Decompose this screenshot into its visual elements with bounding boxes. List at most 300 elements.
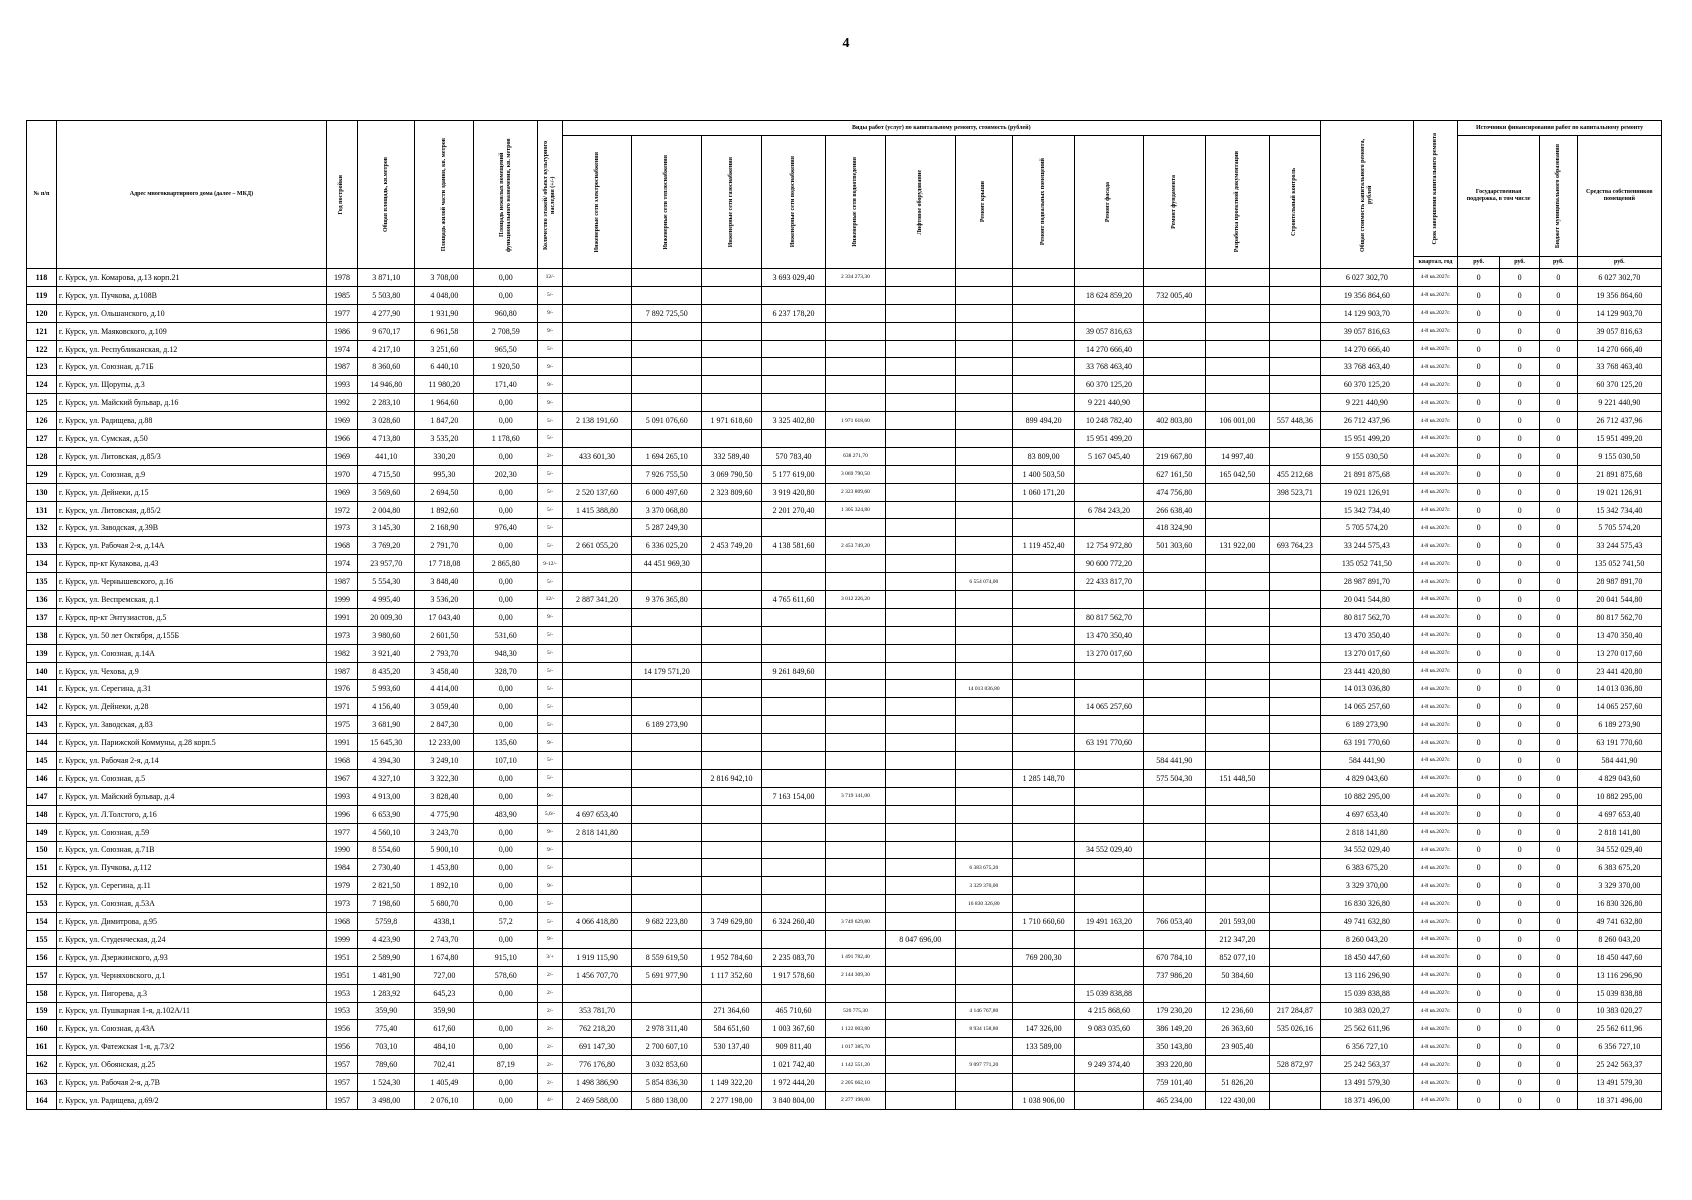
cell-total-area: 359,90 [357, 1002, 415, 1020]
cell-work-cost [826, 698, 886, 716]
cell-year: 1968 [326, 537, 357, 555]
cell-work-cost: 3 840 804,00 [761, 1091, 825, 1109]
cell-regional: 0 [1500, 430, 1540, 448]
cell-number: 126 [27, 412, 57, 430]
cell-floors: 9/- [538, 304, 562, 322]
cell-work-cost: 7 926 755,50 [632, 465, 702, 483]
cell-total-area: 3 921,40 [357, 644, 415, 662]
cell-living-area: 4 775,90 [415, 805, 474, 823]
cell-deadline: 4-й кв.2027г. [1413, 465, 1457, 483]
cell-total-area: 3 498,00 [357, 1091, 415, 1109]
cell-work-cost: 165 042,50 [1205, 465, 1269, 483]
cell-work-cost [1075, 752, 1144, 770]
cell-work-cost: 2 453 749,20 [826, 537, 886, 555]
cell-owners: 4 697 653,40 [1577, 805, 1661, 823]
cell-work-cost [632, 805, 702, 823]
table-row [27, 966, 1662, 984]
cell-regional: 0 [1500, 787, 1540, 805]
cell-number: 132 [27, 519, 57, 537]
cell-work-cost [826, 608, 886, 626]
cell-work-cost: 60 370 125,20 [1075, 376, 1144, 394]
cell-work-cost: 766 053,40 [1143, 913, 1205, 931]
cell-municipal: 0 [1540, 573, 1578, 591]
cell-regional: 0 [1500, 1020, 1540, 1038]
cell-municipal: 0 [1540, 412, 1578, 430]
cell-work-cost: 122 430,00 [1205, 1091, 1269, 1109]
cell-nonres-area: 57,2 [474, 913, 538, 931]
cell-regional: 0 [1500, 626, 1540, 644]
cell-address: г. Курск, ул. Чехова, д.9 [56, 662, 326, 680]
cell-work-cost: 693 764,23 [1269, 537, 1320, 555]
cell-number: 119 [27, 286, 57, 304]
cell-total-cost: 4 697 653,40 [1320, 805, 1413, 823]
cell-work-cost [702, 841, 762, 859]
cell-total-cost: 21 891 875,68 [1320, 465, 1413, 483]
cell-year: 1953 [326, 984, 357, 1002]
cell-owners: 63 191 770,60 [1577, 734, 1661, 752]
cell-year: 1973 [326, 626, 357, 644]
cell-work-cost: 6 554 074,00 [955, 573, 1013, 591]
cell-regional: 0 [1500, 483, 1540, 501]
cell-work-cost [1143, 680, 1205, 698]
cell-work-cost [885, 269, 955, 287]
cell-total-area: 7 198,60 [357, 895, 415, 913]
cell-work-cost [955, 644, 1013, 662]
cell-number: 153 [27, 895, 57, 913]
cell-living-area: 1 964,60 [415, 394, 474, 412]
cell-work-cost [1013, 930, 1075, 948]
cell-work-cost: 33 768 463,40 [1075, 358, 1144, 376]
cell-work-cost [1269, 698, 1320, 716]
cell-address: г. Курск, ул. Студенческая, д.24 [56, 930, 326, 948]
cell-regional: 0 [1500, 752, 1540, 770]
cell-work-cost [1075, 966, 1144, 984]
cell-work-cost [562, 716, 632, 734]
cell-address: г. Курск, ул. Пучкова, д.108В [56, 286, 326, 304]
cell-work-cost [955, 465, 1013, 483]
cell-deadline: 4-й кв.2027г. [1413, 805, 1457, 823]
cell-work-cost: 1 710 660,60 [1013, 913, 1075, 931]
cell-work-cost: 201 593,00 [1205, 913, 1269, 931]
cell-work-cost [885, 948, 955, 966]
cell-work-cost [955, 966, 1013, 984]
cell-total-cost: 2 818 141,80 [1320, 823, 1413, 841]
cell-work-cost: 271 364,60 [702, 1002, 762, 1020]
cell-regional: 0 [1500, 698, 1540, 716]
table-header [27, 121, 1662, 269]
cell-work-cost [1075, 895, 1144, 913]
cell-work-cost [1013, 966, 1075, 984]
cell-regional: 0 [1500, 286, 1540, 304]
cell-floors: 2/- [538, 966, 562, 984]
cell-owners: 20 041 544,80 [1577, 591, 1661, 609]
cell-work-cost [826, 859, 886, 877]
cell-address: г. Курск, ул. Веспремская, д.1 [56, 591, 326, 609]
cell-living-area: 1 931,90 [415, 304, 474, 322]
cell-work-cost: 2 323 809,60 [702, 483, 762, 501]
table-row [27, 501, 1662, 519]
cell-work-cost: 18 624 859,20 [1075, 286, 1144, 304]
cell-work-cost: 179 230,20 [1143, 1002, 1205, 1020]
cell-municipal: 0 [1540, 948, 1578, 966]
cell-municipal: 0 [1540, 519, 1578, 537]
cell-regional: 0 [1500, 501, 1540, 519]
cell-regional: 0 [1500, 966, 1540, 984]
cell-fund: 0 [1458, 394, 1500, 412]
cell-living-area: 17 043,40 [415, 608, 474, 626]
cell-number: 130 [27, 483, 57, 501]
col-work-sewage: Инженерные сети водоотведения [826, 136, 886, 269]
cell-total-cost: 60 370 125,20 [1320, 376, 1413, 394]
cell-municipal: 0 [1540, 555, 1578, 573]
cell-work-cost [885, 573, 955, 591]
cell-number: 143 [27, 716, 57, 734]
cell-work-cost [761, 644, 825, 662]
cell-work-cost [826, 823, 886, 841]
cell-work-cost: 6 189 273,90 [632, 716, 702, 734]
cell-work-cost: 14 179 571,20 [632, 662, 702, 680]
cell-year: 1967 [326, 769, 357, 787]
cell-work-cost [955, 823, 1013, 841]
table-row [27, 626, 1662, 644]
col-work-foundation: Ремонт фундамента [1143, 136, 1205, 269]
cell-work-cost [1013, 734, 1075, 752]
cell-work-cost: 14 270 666,40 [1075, 340, 1144, 358]
cell-fund: 0 [1458, 984, 1500, 1002]
cell-work-cost [1075, 662, 1144, 680]
cell-municipal: 0 [1540, 537, 1578, 555]
cell-number: 147 [27, 787, 57, 805]
cell-total-cost: 8 260 043,20 [1320, 930, 1413, 948]
cell-fund: 0 [1458, 877, 1500, 895]
cell-work-cost [1143, 859, 1205, 877]
cell-work-cost [1269, 966, 1320, 984]
cell-fund: 0 [1458, 1038, 1500, 1056]
cell-year: 1951 [326, 948, 357, 966]
cell-total-area: 8 435,20 [357, 662, 415, 680]
cell-work-cost: 266 638,40 [1143, 501, 1205, 519]
cell-municipal: 0 [1540, 1091, 1578, 1109]
cell-floors: 5/- [538, 716, 562, 734]
cell-work-cost: 852 077,10 [1205, 948, 1269, 966]
cell-work-cost [885, 1038, 955, 1056]
table-row [27, 859, 1662, 877]
cell-floors: 2/- [538, 447, 562, 465]
cell-regional: 0 [1500, 913, 1540, 931]
cell-nonres-area: 171,40 [474, 376, 538, 394]
cell-deadline: 4-й кв.2027г. [1413, 412, 1457, 430]
cell-living-area: 12 233,00 [415, 734, 474, 752]
cell-work-cost [702, 787, 762, 805]
cell-work-cost: 465 710,60 [761, 1002, 825, 1020]
cell-regional: 0 [1500, 662, 1540, 680]
cell-deadline: 4-й кв.2027г. [1413, 948, 1457, 966]
cell-floors: 12/- [538, 591, 562, 609]
cell-nonres-area: 0,00 [474, 1038, 538, 1056]
cell-work-cost [1269, 304, 1320, 322]
cell-work-cost [1205, 984, 1269, 1002]
cell-work-cost [1075, 769, 1144, 787]
cell-fund: 0 [1458, 734, 1500, 752]
cell-nonres-area: 0,00 [474, 501, 538, 519]
cell-regional: 0 [1500, 1091, 1540, 1109]
cell-deadline: 4-й кв.2027г. [1413, 304, 1457, 322]
cell-total-area: 775,40 [357, 1020, 415, 1038]
cell-nonres-area: 531,60 [474, 626, 538, 644]
table-row [27, 394, 1662, 412]
cell-nonres-area: 2 708,59 [474, 322, 538, 340]
cell-work-cost [761, 555, 825, 573]
cell-fund: 0 [1458, 1002, 1500, 1020]
cell-total-cost: 28 987 891,70 [1320, 573, 1413, 591]
cell-work-cost [826, 430, 886, 448]
cell-year: 1969 [326, 412, 357, 430]
cell-year: 1991 [326, 608, 357, 626]
cell-total-cost: 9 221 440,90 [1320, 394, 1413, 412]
cell-total-cost: 6 027 302,70 [1320, 269, 1413, 287]
cell-work-cost [1269, 823, 1320, 841]
cell-regional: 0 [1500, 555, 1540, 573]
cell-owners: 9 221 440,90 [1577, 394, 1661, 412]
cell-work-cost [826, 805, 886, 823]
cell-nonres-area: 2 865,80 [474, 555, 538, 573]
cell-owners: 25 562 611,96 [1577, 1020, 1661, 1038]
cell-work-cost: 1 060 171,20 [1013, 483, 1075, 501]
cell-work-cost [1075, 823, 1144, 841]
cell-total-area: 3 145,30 [357, 519, 415, 537]
cell-owners: 6 189 273,90 [1577, 716, 1661, 734]
cell-work-cost [1013, 519, 1075, 537]
cell-address: г. Курск, ул. Майский бульвар, д.4 [56, 787, 326, 805]
cell-number: 122 [27, 340, 57, 358]
cell-fund: 0 [1458, 555, 1500, 573]
cell-work-cost [702, 591, 762, 609]
cell-work-cost [1143, 626, 1205, 644]
cell-address: г. Курск, ул. Литовская, д.85/2 [56, 501, 326, 519]
cell-total-area: 1 524,30 [357, 1074, 415, 1092]
cell-nonres-area: 0,00 [474, 716, 538, 734]
sources-group-header: Источники финансирования работ по капитальному ремонту [1458, 121, 1662, 136]
cell-work-cost [955, 519, 1013, 537]
cell-fund: 0 [1458, 644, 1500, 662]
cell-work-cost [1205, 376, 1269, 394]
cell-number: 150 [27, 841, 57, 859]
cell-address: г. Курск, ул. Рабочая 2-я, д.14 [56, 752, 326, 770]
cell-work-cost [826, 841, 886, 859]
cell-municipal: 0 [1540, 823, 1578, 841]
cell-fund: 0 [1458, 662, 1500, 680]
cell-total-area: 5 993,60 [357, 680, 415, 698]
cell-work-cost [1013, 555, 1075, 573]
cell-regional: 0 [1500, 573, 1540, 591]
col-work-facade: Ремонт фасада [1075, 136, 1144, 269]
cell-regional: 0 [1500, 680, 1540, 698]
cell-living-area: 2 601,50 [415, 626, 474, 644]
cell-fund: 0 [1458, 698, 1500, 716]
cell-work-cost [761, 769, 825, 787]
cell-work-cost [702, 555, 762, 573]
col-living-area: Площадь жилой части здания, кв. метров [415, 121, 474, 269]
cell-municipal: 0 [1540, 286, 1578, 304]
cell-work-cost [885, 430, 955, 448]
cell-number: 120 [27, 304, 57, 322]
cell-work-cost: 44 451 969,30 [632, 555, 702, 573]
table-row [27, 376, 1662, 394]
cell-address: г. Курск, ул. Пигорева, д.3 [56, 984, 326, 1002]
cell-work-cost: 1 142 551,20 [826, 1056, 886, 1074]
cell-nonres-area: 0,00 [474, 859, 538, 877]
cell-year: 1985 [326, 286, 357, 304]
cell-total-cost: 49 741 632,80 [1320, 913, 1413, 931]
cell-work-cost [885, 591, 955, 609]
cell-work-cost [632, 340, 702, 358]
cell-floors: 9-12/- [538, 555, 562, 573]
cell-work-cost: 4 146 767,80 [955, 1002, 1013, 1020]
cell-work-cost [955, 734, 1013, 752]
cell-owners: 14 129 903,70 [1577, 304, 1661, 322]
cell-work-cost [761, 394, 825, 412]
cell-deadline: 4-й кв.2027г. [1413, 752, 1457, 770]
cell-work-cost [885, 483, 955, 501]
cell-work-cost: 3 325 402,80 [761, 412, 825, 430]
cell-number: 163 [27, 1074, 57, 1092]
table-body [27, 269, 1662, 1110]
cell-floors: 5/- [538, 662, 562, 680]
cell-regional: 0 [1500, 447, 1540, 465]
table-row [27, 304, 1662, 322]
cell-deadline: 4-й кв.2027г. [1413, 895, 1457, 913]
cell-year: 1986 [326, 322, 357, 340]
col-floors: Количество этажей/ объект культурного наследия (+/-) [538, 121, 562, 269]
cell-work-cost [1269, 286, 1320, 304]
cell-work-cost: 1 285 148,70 [1013, 769, 1075, 787]
cell-owners: 2 818 141,80 [1577, 823, 1661, 841]
cell-living-area: 995,30 [415, 465, 474, 483]
cell-work-cost: 2 277 198,00 [826, 1091, 886, 1109]
cell-living-area: 2 847,30 [415, 716, 474, 734]
cell-work-cost [1269, 913, 1320, 931]
cell-municipal: 0 [1540, 805, 1578, 823]
cell-work-cost: 1 952 784,60 [702, 948, 762, 966]
cell-nonres-area: 0,00 [474, 698, 538, 716]
cell-work-cost [1269, 752, 1320, 770]
cell-work-cost [1143, 877, 1205, 895]
cell-work-cost: 1 917 578,60 [761, 966, 825, 984]
cell-total-area: 4 560,10 [357, 823, 415, 841]
col-work-heating: Инженерные сети теплоснабжения [632, 136, 702, 269]
cell-number: 160 [27, 1020, 57, 1038]
cell-work-cost [885, 340, 955, 358]
cell-year: 1968 [326, 913, 357, 931]
cell-number: 154 [27, 913, 57, 931]
cell-number: 157 [27, 966, 57, 984]
cell-municipal: 0 [1540, 930, 1578, 948]
cell-nonres-area: 202,30 [474, 465, 538, 483]
cell-work-cost [702, 877, 762, 895]
cell-work-cost: 9 682 223,80 [632, 913, 702, 931]
cell-work-cost [1269, 394, 1320, 412]
table-row [27, 805, 1662, 823]
cell-regional: 0 [1500, 394, 1540, 412]
cell-address: г. Курск, ул. Рабочая 2-я, д.7В [56, 1074, 326, 1092]
cell-deadline: 4-й кв.2027г. [1413, 447, 1457, 465]
cell-nonres-area: 0,00 [474, 680, 538, 698]
cell-work-cost [562, 984, 632, 1002]
cell-work-cost [702, 304, 762, 322]
cell-total-cost: 26 712 437,96 [1320, 412, 1413, 430]
cell-year: 1957 [326, 1074, 357, 1092]
table-row [27, 769, 1662, 787]
cell-year: 1999 [326, 930, 357, 948]
cell-work-cost: 1 149 322,20 [702, 1074, 762, 1092]
cell-fund: 0 [1458, 465, 1500, 483]
cell-work-cost [1143, 662, 1205, 680]
cell-floors: 5/- [538, 286, 562, 304]
cell-living-area: 702,41 [415, 1056, 474, 1074]
cell-work-cost [632, 430, 702, 448]
cell-work-cost [702, 430, 762, 448]
cell-work-cost: 6 383 675,20 [955, 859, 1013, 877]
cell-work-cost [702, 895, 762, 913]
table-row [27, 322, 1662, 340]
cell-work-cost [1143, 269, 1205, 287]
cell-floors: 5/- [538, 483, 562, 501]
cell-owners: 28 987 891,70 [1577, 573, 1661, 591]
col-work-roof: Ремонт крыши [955, 136, 1013, 269]
cell-work-cost: 1 119 452,40 [1013, 537, 1075, 555]
cell-work-cost [632, 930, 702, 948]
cell-regional: 0 [1500, 948, 1540, 966]
cell-nonres-area: 0,00 [474, 895, 538, 913]
cell-work-cost [826, 984, 886, 1002]
cell-work-cost [826, 376, 886, 394]
cell-work-cost: 2 144 309,30 [826, 966, 886, 984]
table-row [27, 537, 1662, 555]
cell-living-area: 5 900,10 [415, 841, 474, 859]
cell-fund: 0 [1458, 680, 1500, 698]
cell-work-cost [885, 394, 955, 412]
cell-total-cost: 33 244 575,43 [1320, 537, 1413, 555]
cell-work-cost: 39 057 816,63 [1075, 322, 1144, 340]
cell-work-cost [1269, 859, 1320, 877]
cell-total-area: 4 713,80 [357, 430, 415, 448]
cell-work-cost: 465 234,00 [1143, 1091, 1205, 1109]
cell-nonres-area: 960,80 [474, 304, 538, 322]
cell-address: г. Курск, ул. Заводская, д.83 [56, 716, 326, 734]
cell-nonres-area: 965,50 [474, 340, 538, 358]
cell-work-cost: 9 261 849,60 [761, 662, 825, 680]
cell-work-cost [1269, 787, 1320, 805]
cell-owners: 5 705 574,20 [1577, 519, 1661, 537]
cell-nonres-area: 0,00 [474, 1074, 538, 1092]
cell-floors: 2/- [538, 1002, 562, 1020]
cell-regional: 0 [1500, 465, 1540, 483]
unit-quarter: квартал, год [1413, 257, 1457, 269]
cell-total-cost: 14 270 666,40 [1320, 340, 1413, 358]
cell-municipal: 0 [1540, 966, 1578, 984]
cell-year: 1987 [326, 358, 357, 376]
cell-owners: 135 052 741,50 [1577, 555, 1661, 573]
cell-work-cost: 557 448,36 [1269, 412, 1320, 430]
cell-total-area: 20 009,30 [357, 608, 415, 626]
cell-number: 125 [27, 394, 57, 412]
cell-work-cost [1205, 752, 1269, 770]
cell-work-cost [826, 680, 886, 698]
cell-work-cost [1269, 948, 1320, 966]
cell-work-cost [885, 1056, 955, 1074]
cell-work-cost: 2 235 083,70 [761, 948, 825, 966]
cell-work-cost [562, 895, 632, 913]
